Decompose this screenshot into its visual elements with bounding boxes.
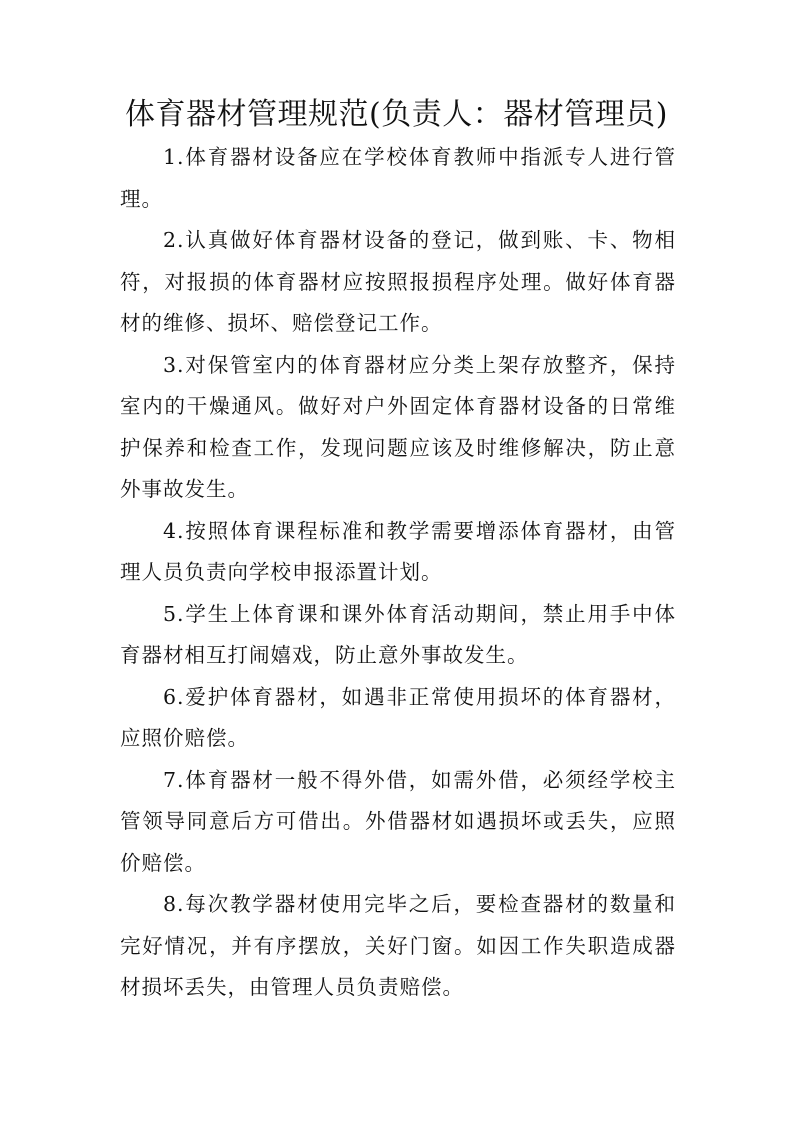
- paragraph-6: 6.爱护体育器材，如遇非正常使用损坏的体育器材，应照价赔偿。: [120, 684, 676, 750]
- paragraph-3: 3.对保管室内的体育器材应分类上架存放整齐，保持室内的干燥通风。做好对户外固定体育器材设备的日常维护保养和检查工作，发现问题应该及时维修解决，防止意外事故发生。: [120, 352, 676, 501]
- paragraph-5: 5.学生上体育课和课外体育活动期间，禁止用手中体育器材相互打闹嬉戏，防止意外事故发生。: [120, 601, 676, 667]
- document-title: 体育器材管理规范(负责人：器材管理员): [125, 97, 668, 132]
- paragraph-7: 7.体育器材一般不得外借，如需外借，必须经学校主管领导同意后方可借出。外借器材如遇损坏或丢失，应照价赔偿。: [120, 767, 676, 875]
- paragraph-4: 4.按照体育课程标准和教学需要增添体育器材，由管理人员负责向学校申报添置计划。: [120, 518, 676, 584]
- document-body: [120, 137, 676, 1009]
- paragraph-2: 2.认真做好体育器材设备的登记，做到账、卡、物相符，对报损的体育器材应按照报损程序处理。做好体育器材的维修、损坏、赔偿登记工作。: [120, 228, 676, 335]
- paragraph-1: 1.体育器材设备应在学校体育教师中指派专人进行管理。: [120, 145, 676, 211]
- paragraph-8: 8.每次教学器材使用完毕之后，要检查器材的数量和完好情况，并有序摆放，关好门窗。如因工作失职造成器材损坏丢失，由管理人员负责赔偿。: [120, 892, 676, 999]
